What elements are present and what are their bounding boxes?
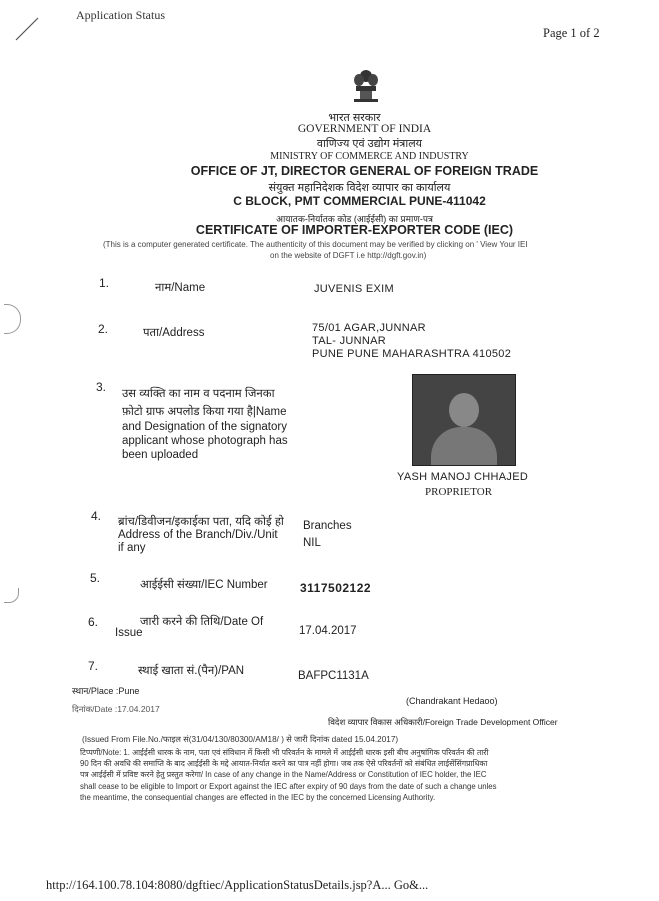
note-line-3: पत्र आईईसी में प्रविष्ट करने हेतु प्रस्तुत करेगा/ In case of any change in the Name/Address or Constitution of IEC holder, the IEC [80,770,487,779]
field-2-num: 2. [98,322,109,336]
hindi-office: संयुक्त महानिदेशक विदेश व्यापार का कार्यालय [268,182,451,194]
hindi-cert: आयातक-निर्यातक कोड (आईईसी) का प्रमाण-पत्र [276,214,433,224]
national-emblem-icon [350,68,382,106]
field-2-value-line2: TAL- JUNNAR [312,335,386,347]
disclaimer-line-2: on the website of DGFT i.e http://dgft.gov.in) [270,251,427,260]
field-4-value-line2: NIL [303,537,321,549]
pen-mark-icon [12,14,42,44]
application-status-label: Application Status [76,8,165,22]
field-4-label-line3: if any [118,542,146,554]
punch-hole-bottom [4,588,19,603]
ministry: MINISTRY OF COMMERCE AND INDUSTRY [270,151,469,162]
field-2-value-line3: PUNE PUNE MAHARASHTRA 410502 [312,348,512,360]
field-4-label-line1: ब्रांच/डिवीजन/इकाईका पता, यदि कोई हो [118,516,284,528]
field-2-value-line1: 75/01 AGAR,JUNNAR [312,322,426,334]
file-number: (Issued From File.No./फाइल सं(31/04/130/80300/AM18/ ) से जारी दिनांक dated 15.04.2017) [82,735,399,744]
note-line-1: टिप्पणी/Note: 1. आईईसी धारक के नाम, पता एवं संविधान में किसी भी परिवर्तन के मामले में आईईसी धारक इसी बीच अनुषांगिक परिवर्तन की तारी [80,748,489,757]
field-3-label-line5: been uploaded [122,449,199,461]
officer-name: (Chandrakant Hedaoo) [406,696,498,706]
note-line-5: the meantime, the consequential changes are effected in the IEC by the concerned Licensing Authority. [80,793,436,802]
punch-hole-top [4,304,21,334]
officer-title: विदेश व्यापार विकास अधिकारी/Foreign Trade Development Officer [328,717,558,727]
field-3-num: 3. [96,380,107,394]
field-5-label: आईईसी संख्या/IEC Number [140,579,268,591]
note-line-2: 90 दिन की अवधि की समाप्ति के बाद आईईसी के मद्दे आयात-निर्यात करने का पात्र नहीं होगा। जब तक ऐसे परिवर्तनों को संबंधित लाईसेंसिंगप्राधिका [80,759,488,768]
field-7-num: 7. [88,659,99,673]
field-2-label: पता/Address [143,327,205,339]
field-5-num: 5. [90,571,101,585]
field-3-label-line3: and Designation of the signatory [122,421,287,433]
govt-of-india: GOVERNMENT OF INDIA [297,123,432,135]
field-4-value-line1: Branches [303,520,352,532]
hindi-govt: भारत सरकार [328,112,381,124]
pan-number: BAFPC1131A [298,670,369,682]
field-6-label-line2: Issue [115,627,143,639]
page-url: http://164.100.78.104:8080/dgftiec/ApplicationStatusDetails.jsp?A... Go&... [46,878,429,892]
field-3-label-line4: applicant whose photograph has [122,435,288,447]
certificate-title: CERTIFICATE OF IMPORTER-EXPORTER CODE (IEC) [195,223,514,237]
field-1-label: नाम/Name [155,282,206,294]
field-6-num: 6. [88,615,99,629]
office-address: C BLOCK, PMT COMMERCIAL PUNE-411042 [233,194,486,208]
disclaimer-line-1: (This is a computer generated certificate. The authenticity of this document may be verified by clicking on ' View Your IEI [103,240,528,249]
field-3-label-line2: फ़ोटो ग्राफ अपलोड किया गया है|Name [122,406,287,418]
field-4-num: 4. [91,509,102,523]
field-1-num: 1. [99,276,110,290]
applicant-name: YASH MANOJ CHHAJED [397,471,529,483]
field-4-label-line2: Address of the Branch/Div./Unit [118,529,278,541]
field-3-label-line1: उस व्यक्ति का नाम व पदनाम जिनका [122,388,275,400]
applicant-photo [412,374,516,466]
field-6-label-line1: जारी करने की तिथि/Date Of [140,616,264,628]
field-7-label: स्थाई खाता सं.(पैन)/PAN [138,665,245,677]
place: स्थान/Place :Pune [72,686,140,696]
note-line-4: shall cease to be eligible to Import or Export against the IEC after expiry of 90 days from the date of such a change unles [80,782,497,791]
date: दिनांक/Date :17.04.2017 [72,704,160,714]
date-of-issue: 17.04.2017 [299,625,357,637]
field-1-value: JUVENIS EXIM [314,283,395,295]
applicant-designation: PROPRIETOR [425,486,493,498]
office-title: OFFICE OF JT, DIRECTOR GENERAL OF FOREIGN TRADE [190,164,539,178]
page-indicator: Page 1 of 2 [543,26,600,40]
hindi-ministry: वाणिज्य एवं उद्योग मंत्रालय [316,138,423,150]
iec-number: 3117502122 [300,581,372,595]
